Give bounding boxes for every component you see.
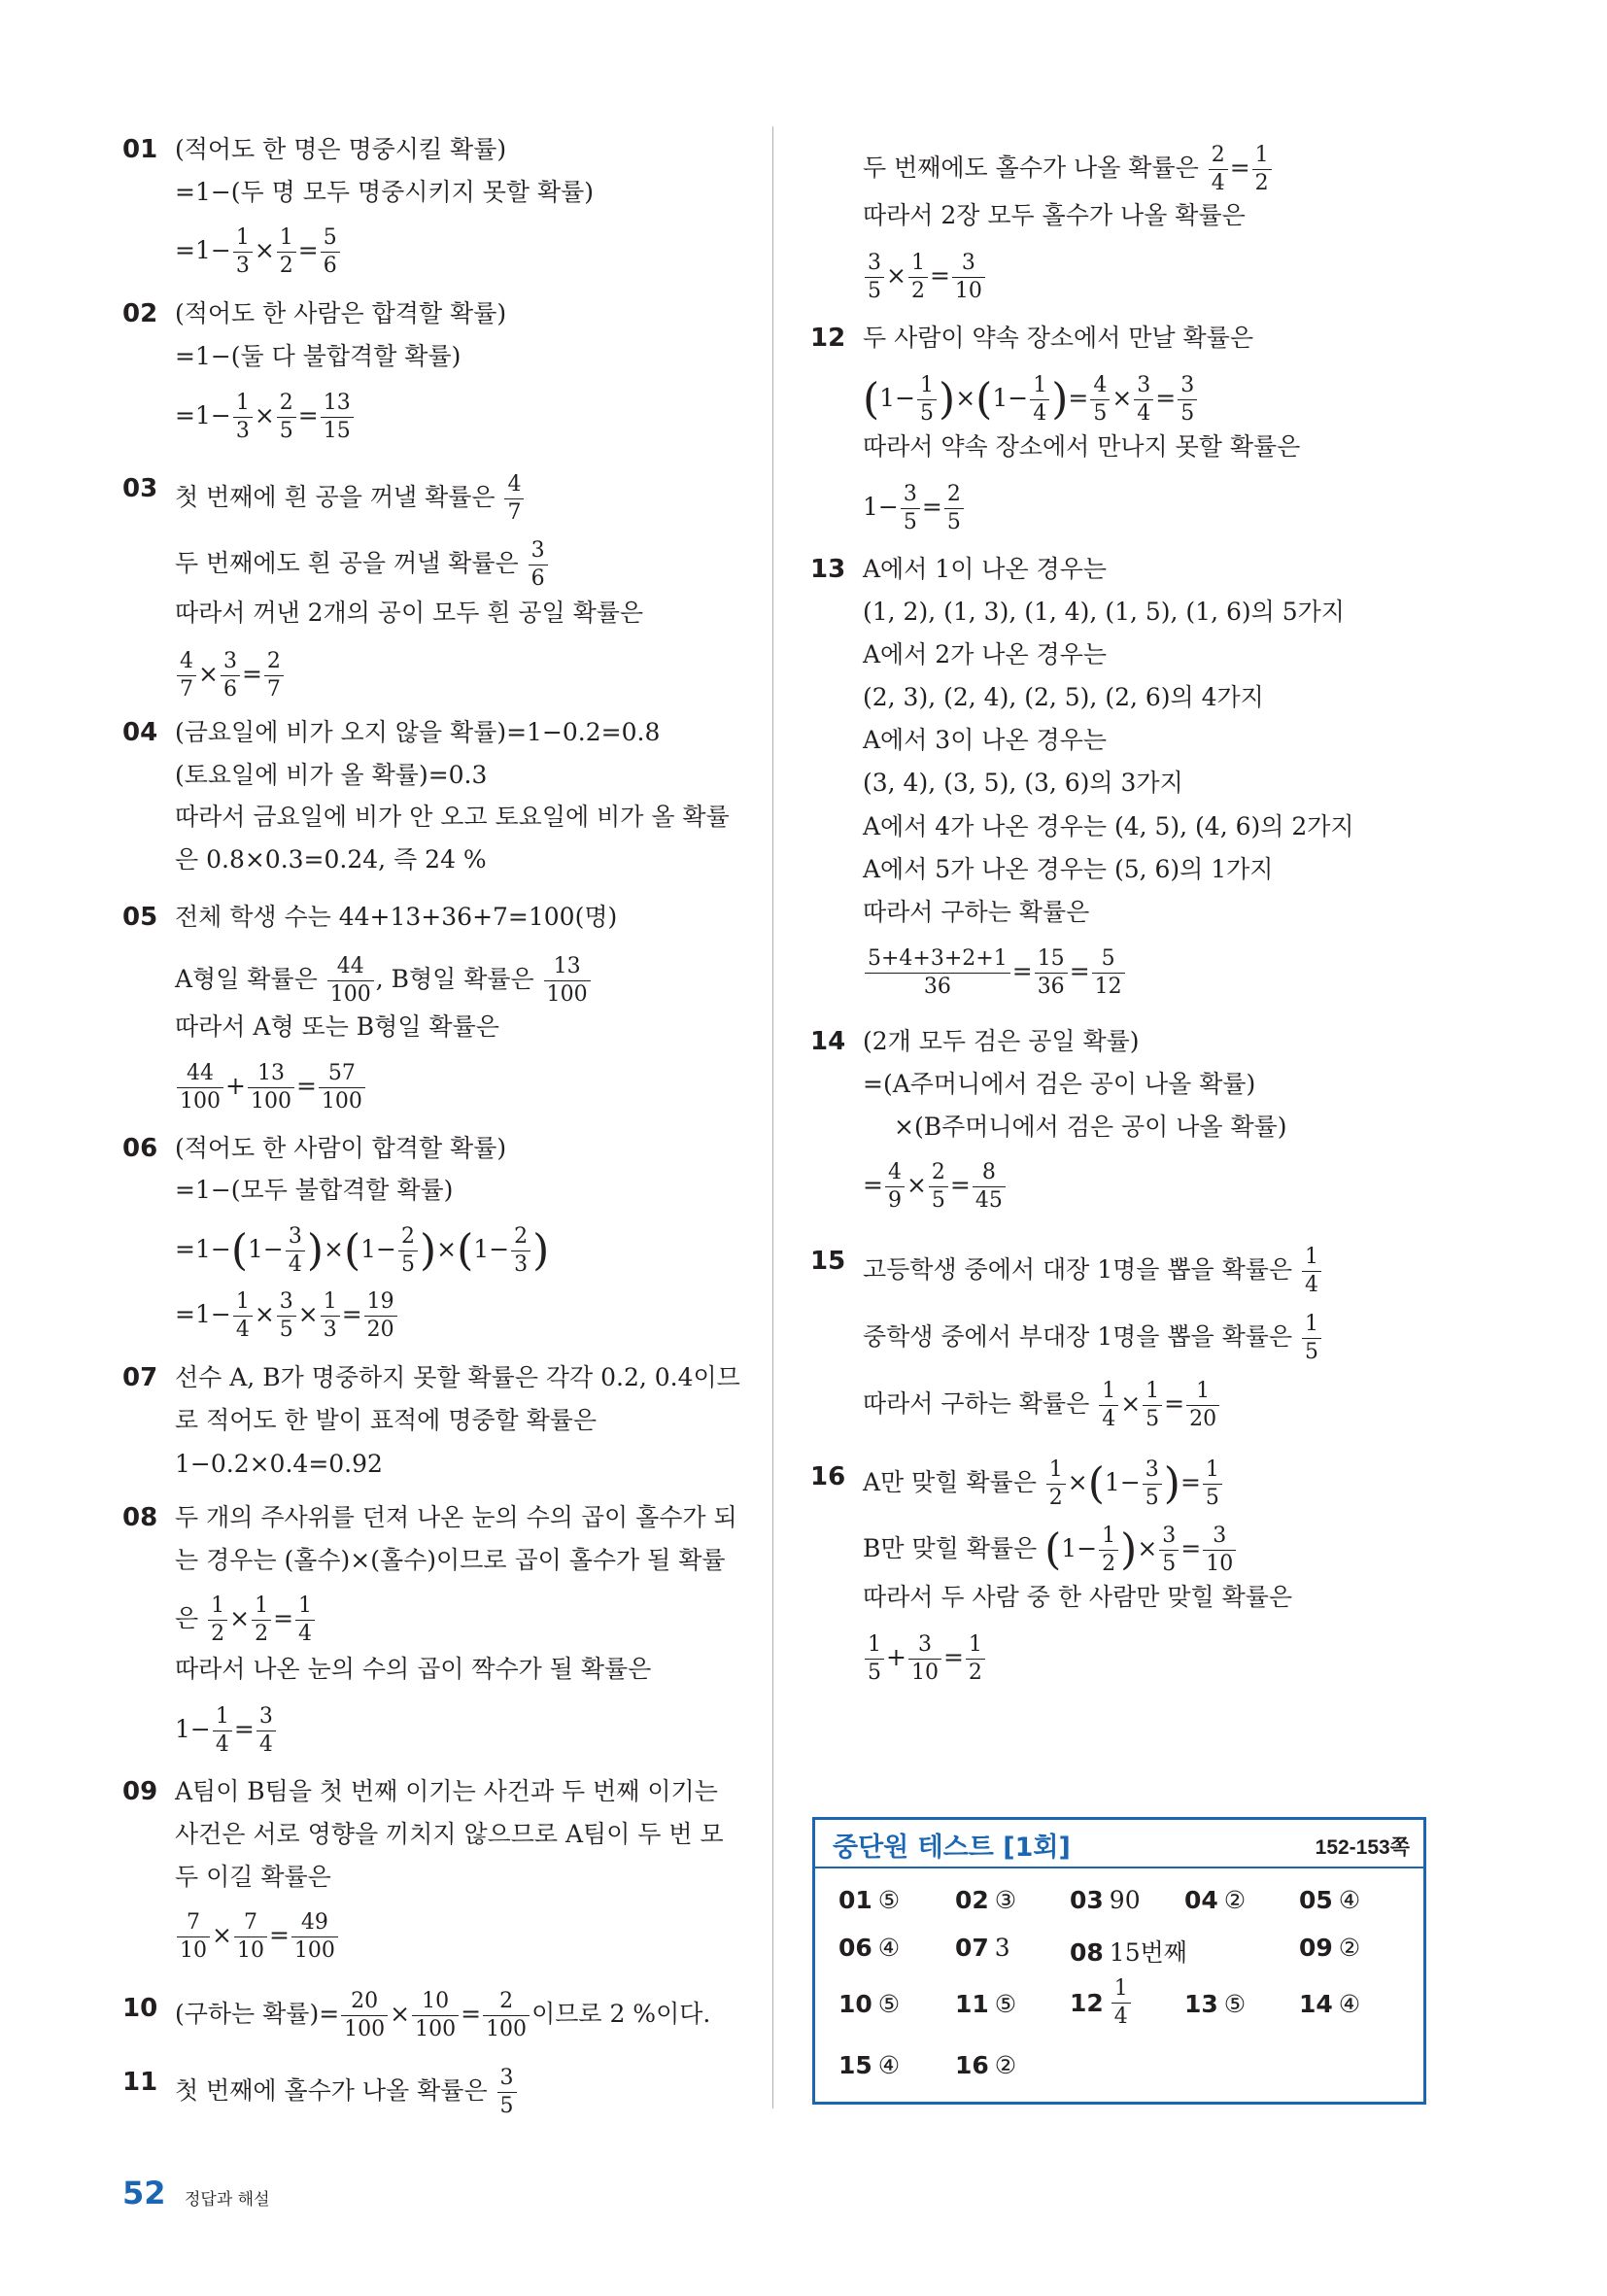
solution-line: 두 번째에도 흰 공을 꺼낼 확률은 $\frac{3}{6}$ (175, 540, 550, 590)
solution-line: 따라서 금요일에 비가 안 오고 토요일에 비가 올 확률 (175, 803, 730, 831)
solution-line: (금요일에 비가 오지 않을 확률)=1−0.2=0.8 (175, 718, 661, 746)
answer-box (812, 1817, 1426, 2105)
solution-line: 두 개의 주사위를 던져 나온 눈의 수의 곱이 홀수가 되 (175, 1503, 737, 1531)
solution-line: ×(B주머니에서 검은 공이 나올 확률) (894, 1113, 1287, 1141)
answer-box-header (815, 1820, 1423, 1868)
solution-line: (구하는 확률)= $\frac{20}{100}$ × $\frac{10}{100}$ = $\frac{2}{100}$ 이므로 2 %이다. (175, 1989, 711, 2041)
solution-line: A에서 3이 나온 경우는 (863, 726, 1108, 754)
solution-line: 두 번째에도 홀수가 나올 확률은 $\frac{2}{4}$ = $\frac{1}{2}$ (863, 145, 1274, 194)
answer-item: 15 ④ (838, 2051, 901, 2079)
solution-line: (토요일에 비가 올 확률)=0.3 (175, 761, 488, 789)
solution-line: 1− $\frac{3}{5}$ = $\frac{2}{5}$ (863, 484, 966, 533)
problem-number: 03 (122, 474, 158, 503)
answer-item: 13 ⑤ (1184, 1990, 1247, 2018)
solution-line: $\frac{7}{10}$ × $\frac{7}{10}$ = $\frac{49}{100}$ (175, 1912, 340, 1962)
solution-line: 첫 번째에 홀수가 나올 확률은 $\frac{3}{5}$ (175, 2068, 519, 2117)
problem-number: 07 (122, 1363, 158, 1392)
footer-label: 정답과 해설 (185, 2190, 270, 2210)
solution-line: =1−(1− $\frac{3}{4}$ )×(1− $\frac{2}{5}$ )×(1− $\frac{2}{3}$ ) (175, 1224, 550, 1277)
answer-item: 14 ④ (1299, 1990, 1361, 2018)
solution-line: (3, 4), (3, 5), (3, 6)의 3가지 (863, 769, 1183, 797)
solution-line: $\frac{1}{5}$ + $\frac{3}{10}$ = $\frac{1}{2}$ (863, 1634, 987, 1684)
solution-line: =(A주머니에서 검은 공이 나올 확률) (863, 1070, 1256, 1098)
solution-line: A에서 5가 나온 경우는 (5, 6)의 1가지 (863, 855, 1274, 883)
solution-line: B만 맞힐 확률은 (1− $\frac{1}{2}$ )× $\frac{3}{5}$ = $\frac{3}{10}$ (863, 1525, 1238, 1575)
answer-item: 09 ② (1299, 1934, 1361, 1962)
solution-line: 따라서 나온 눈의 수의 곱이 짝수가 될 확률은 (175, 1655, 652, 1683)
solution-line: (1− $\frac{1}{5}$ )×(1− $\frac{1}{4}$ )= $\frac{4}{5}$ × $\frac{3}{4}$ = $\frac{3}{5}$ (863, 375, 1199, 425)
solution-line: $\frac{3}{5}$ × $\frac{1}{2}$ = $\frac{3}{10}$ (863, 253, 987, 302)
solution-line: A팀이 B팀을 첫 번째 이기는 사건과 두 번째 이기는 (175, 1777, 718, 1805)
solution-line: (적어도 한 사람이 합격할 확률) (175, 1134, 507, 1162)
solution-line: 선수 A, B가 명중하지 못할 확률은 각각 0.2, 0.4이므 (175, 1363, 740, 1391)
problem-number: 09 (122, 1777, 158, 1806)
solution-line: 따라서 2장 모두 홀수가 나올 확률은 (863, 201, 1246, 229)
solution-line: 두 이길 확률은 (175, 1863, 331, 1891)
solution-line: 따라서 꺼낸 2개의 공이 모두 흰 공일 확률은 (175, 599, 644, 627)
answer-box-pages: 152-153쪽 (1315, 1836, 1410, 1859)
solution-line: 전체 학생 수는 44+13+36+7=100(명) (175, 903, 618, 931)
fraction: $\frac{5}{6}$ (321, 227, 340, 277)
solution-line: 중학생 중에서 부대장 1명을 뽑을 확률은 $\frac{1}{5}$ (863, 1314, 1323, 1363)
column-divider (772, 126, 773, 2108)
solution-line: (2, 3), (2, 4), (2, 5), (2, 6)의 4가지 (863, 683, 1264, 711)
solution-line: $\frac{44}{100}$ + $\frac{13}{100}$ = $\frac{57}{100}$ (175, 1063, 367, 1113)
answer-item: 06 ④ (838, 1934, 901, 1962)
answer-item: 16 ② (955, 2051, 1017, 2079)
solution-line: A에서 2가 나온 경우는 (863, 640, 1108, 668)
page-number: 52 (122, 2175, 166, 2211)
solution-line: 1−0.2×0.4=0.92 (175, 1450, 383, 1478)
solution-line: 두 사람이 약속 장소에서 만날 확률은 (863, 324, 1253, 352)
problem-number: 10 (122, 1994, 158, 2023)
solution-line: 따라서 두 사람 중 한 사람만 맞힐 확률은 (863, 1583, 1293, 1611)
solution-line: 사건은 서로 영향을 끼치지 않으므로 A팀이 두 번 모 (175, 1820, 724, 1848)
solution-line: =1− $\frac{1}{3}$ × $\frac{2}{5}$ = $\frac{13}{15}$ (175, 393, 356, 442)
solution-line: =1− $\frac{1}{4}$ × $\frac{3}{5}$ × $\frac{1}{3}$ = $\frac{19}{20}$ (175, 1291, 399, 1341)
solution-line: 로 적어도 한 발이 표적에 명중할 확률은 (175, 1406, 598, 1434)
answer-item: 04 ② (1184, 1886, 1247, 1914)
solution-line: 따라서 구하는 확률은 $\frac{1}{4}$ × $\frac{1}{5}$ = $\frac{1}{20}$ (863, 1381, 1221, 1430)
problem-number: 08 (122, 1503, 158, 1532)
answer-item: 07 3 (955, 1934, 1010, 1962)
answer-item: 02 ③ (955, 1886, 1017, 1914)
problem-number: 05 (122, 903, 158, 932)
answer-box-title: 중단원 테스트 [1회] (833, 1833, 1071, 1863)
solution-line: = $\frac{4}{9}$ × $\frac{2}{5}$ = $\frac{8}{45}$ (863, 1162, 1008, 1212)
problem-number: 16 (810, 1462, 846, 1491)
problem-number: 01 (122, 135, 158, 164)
solution-line: 첫 번째에 흰 공을 꺼낼 확률은 $\frac{4}{7}$ (175, 474, 526, 524)
answer-item: 03 90 (1070, 1886, 1141, 1914)
answer-item: 12 $\frac{1}{4}$ (1070, 1978, 1133, 2028)
solution-line: =1−(둘 다 불합격할 확률) (175, 342, 462, 370)
solution-line: =1−(두 명 모두 명중시키지 못할 확률) (175, 178, 594, 206)
answer-item: 01 ⑤ (838, 1886, 901, 1914)
solution-line: =1− $\frac{1}{3}$ × $\frac{1}{2}$ = $\frac{5}{6}$ (175, 227, 342, 277)
problem-number: 11 (122, 2068, 158, 2097)
answer-item: 11 ⑤ (955, 1990, 1017, 2018)
solution-line: 은 $\frac{1}{2}$ × $\frac{1}{2}$ = $\frac{1}{4}$ (175, 1595, 317, 1645)
solution-line: (적어도 한 명은 명중시킬 확률) (175, 135, 507, 163)
fraction: $\frac{1}{3}$ (233, 227, 253, 277)
solution-line: 따라서 구하는 확률은 (863, 898, 1090, 926)
solution-line: (적어도 한 사람은 합격할 확률) (175, 299, 507, 327)
solution-line: 따라서 약속 장소에서 만나지 못할 확률은 (863, 432, 1301, 461)
answer-item: 10 ⑤ (838, 1990, 901, 2018)
solution-line: A에서 4가 나온 경우는 (4, 5), (4, 6)의 2가지 (863, 812, 1354, 840)
answer-item: 08 15번째 (1070, 1938, 1187, 1967)
problem-number: 13 (810, 555, 846, 584)
problem-number: 04 (122, 718, 158, 747)
solution-line: 은 0.8×0.3=0.24, 즉 24 % (175, 845, 487, 874)
problem-number: 06 (122, 1134, 158, 1163)
solution-line: A만 맞힐 확률은 $\frac{1}{2}$ ×(1− $\frac{3}{5}$ )= $\frac{1}{5}$ (863, 1459, 1224, 1509)
problem-number: 15 (810, 1247, 846, 1276)
solution-line: (1, 2), (1, 3), (1, 4), (1, 5), (1, 6)의 5가지 (863, 598, 1345, 626)
solution-line: 따라서 A형 또는 B형일 확률은 (175, 1012, 499, 1041)
problem-number: 12 (810, 324, 846, 353)
solution-line: 는 경우는 (홀수)×(홀수)이므로 곱이 홀수가 될 확률 (175, 1546, 726, 1574)
answer-item: 05 ④ (1299, 1886, 1361, 1914)
solution-line: 1− $\frac{1}{4}$ = $\frac{3}{4}$ (175, 1706, 278, 1756)
solution-line: A에서 1이 나온 경우는 (863, 555, 1108, 583)
solution-line: =1−(모두 불합격할 확률) (175, 1176, 454, 1204)
solution-line: 고등학생 중에서 대장 1명을 뽑을 확률은 $\frac{1}{4}$ (863, 1247, 1323, 1296)
solution-line: $\frac{4}{7}$ × $\frac{3}{6}$ = $\frac{2}{7}$ (175, 651, 286, 701)
solution-line: (2개 모두 검은 공일 확률) (863, 1027, 1140, 1055)
solution-line: A형일 확률은 $\frac{44}{100}$ , B형일 확률은 $\frac{13}{100}$ (175, 956, 593, 1006)
problem-number: 14 (810, 1027, 846, 1056)
problem-number: 02 (122, 299, 158, 328)
solution-line: $\frac{5+4+3+2+1}{36}$ = $\frac{15}{36}$ = $\frac{5}{12}$ (863, 948, 1127, 998)
fraction: $\frac{1}{2}$ (277, 227, 296, 277)
